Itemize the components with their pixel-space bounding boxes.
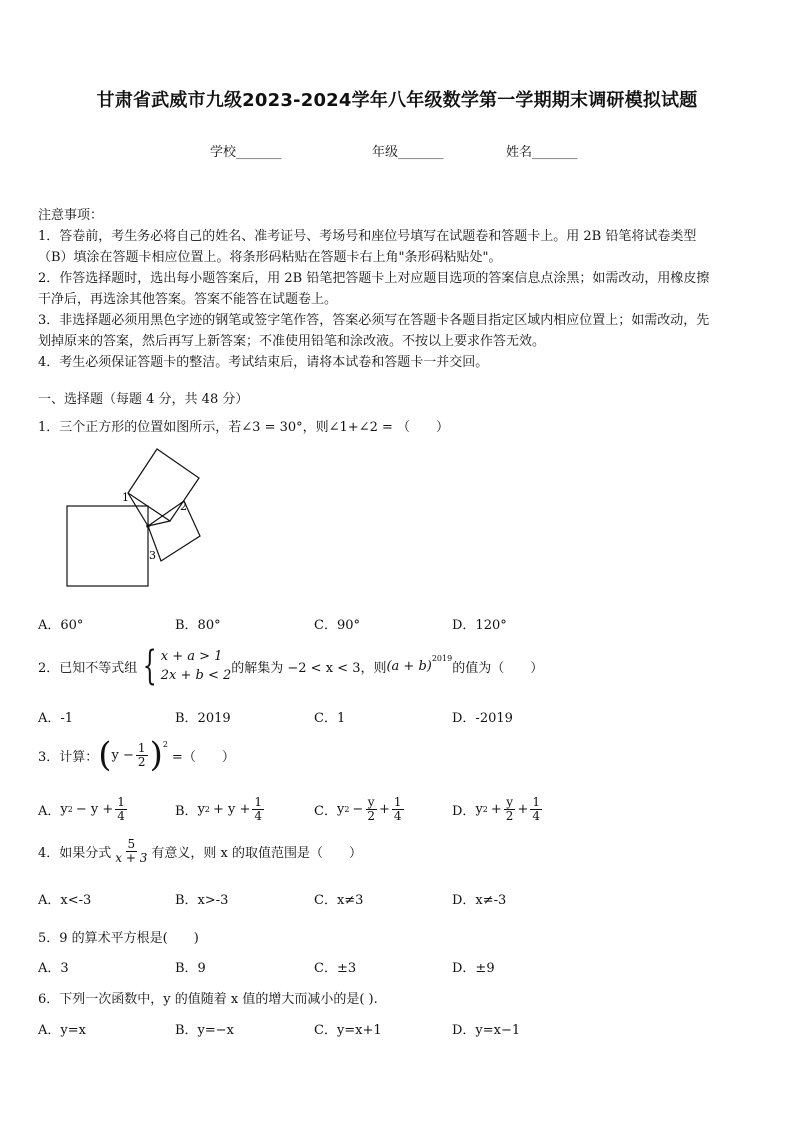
q4-fraction: $\frac{5}{x + 3}$ (115, 837, 148, 865)
connecting-edge (128, 493, 148, 526)
q1-option-c: C．90° (314, 618, 360, 633)
notice-line: 1．答卷前，考生务必将自己的姓名、准考证号、考场号和座位号填写在试题卷和答题卡上。用 2B 铅笔将试卷类型 (38, 229, 697, 244)
q2-option-c: C．1 (314, 711, 346, 726)
q1-option-b: B．80° (175, 618, 221, 633)
notice-line: 划掉原来的答案，然后再写上新答案；不准使用铅笔和涂改液。不按以上要求作答无效。 (38, 334, 546, 349)
q6-option-d: D．y=x−1 (452, 1023, 521, 1038)
q6-option-a: A．y=x (38, 1023, 86, 1038)
q3-y: y − (111, 747, 134, 763)
q3-option-b: B． y 2 + y + $\frac{1}{4}$ (175, 795, 263, 823)
q2-option-a: A．-1 (38, 711, 74, 726)
q1-option-a: A．60° (38, 618, 84, 633)
inequality-1: x + a > 1 (160, 648, 223, 664)
q3-option-a: A． y 2 − y + $\frac{1}{4}$ (38, 795, 125, 823)
question-5-text: 5．9 的算术平方根是( ) (38, 931, 199, 946)
notice-line: 4．考生必须保证答题卡的整洁。考试结束后，请将本试卷和答题卡一并交回。 (38, 355, 489, 370)
school-field: 学校_______ (210, 145, 282, 160)
q5-option-a: A．3 (38, 961, 69, 976)
q5-option-d: D．±9 (452, 961, 495, 976)
question-6-text: 6．下列一次函数中，y 的值随着 x 值的增大而减小的是( ). (38, 992, 378, 1007)
notice-heading: 注意事项： (38, 208, 104, 223)
vertex-dot (146, 524, 150, 528)
q5-option-c: C．±3 (314, 961, 357, 976)
squares-figure (60, 448, 210, 590)
q4-prefix: 4．如果分式 (38, 845, 112, 861)
question-4-text (38, 838, 362, 864)
notice-line: 干净后，再选涂其他答案。答案不能答在试题卷上。 (38, 292, 338, 307)
section-heading: 一、选择题（每题 4 分，共 48 分） (38, 392, 249, 407)
notice-line: （B）填涂在答题卡相应位置上。将条形码粘贴在答题卡右上角"条形码粘贴处"。 (38, 250, 502, 265)
inequality-2: 2x + b < 2 (160, 668, 232, 683)
q3-fraction: $\frac{1}{2}$ (137, 740, 146, 769)
inequality-system (137, 643, 232, 689)
q2-exponent: 2019 (431, 654, 453, 663)
q3-prefix: 3．计算： (38, 749, 99, 765)
grade-field: 年级_______ (372, 145, 444, 160)
q2-option-d: D．-2019 (452, 711, 513, 726)
q6-option-b: B．y=−x (175, 1023, 235, 1038)
question-3-text: 3．计算： ( y − $\frac{1}{2}$ ) $^2$ =（ ） (38, 735, 235, 775)
q1-option-d: D．120° (452, 618, 507, 633)
q4-option-b: B．x>-3 (175, 893, 229, 908)
q2-middle: 的解集为 −2 < x < 3，则 (231, 660, 387, 676)
question-2-text (38, 643, 544, 689)
exam-title: 甘肃省武威市九级2023-2024学年八年级数学第一学期期末调研模拟试题 (96, 90, 698, 111)
angle-3-label: 3 (149, 549, 156, 562)
q3-exponent: 2 (162, 740, 168, 749)
q2-expression: (a + b) (386, 658, 432, 674)
question-1-text: 1．三个正方形的位置如图所示，若∠3 = 30°，则∠1+∠2 = （ ） (38, 420, 450, 435)
q4-option-d: D．x≠-3 (452, 893, 507, 908)
q2-suffix: 的值为（ ） (452, 660, 544, 676)
name-field: 姓名_______ (506, 145, 578, 160)
angle-2-label: 2 (180, 500, 187, 513)
q2-option-b: B．2019 (175, 711, 231, 726)
q6-option-c: C．y=x+1 (314, 1023, 382, 1038)
q3-suffix: =（ ） (171, 749, 235, 765)
q4-option-c: C．x≠3 (314, 893, 364, 908)
notice-line: 3．非选择题必须用黑色字迹的钢笔或签字笔作答，答案必须写在答题卡各题目指定区域内相应位置上；如需改动，先 (38, 313, 710, 328)
q3-option-c: C． y 2 − $\frac{y}{2}$ + $\frac{1}{4}$ (314, 795, 402, 823)
q3-option-d: D． y 2 + $\frac{y}{2}$ + $\frac{1}{4}$ (452, 795, 540, 823)
q4-suffix: 有意义，则 x 的取值范围是（ ） (151, 845, 362, 861)
brace-symbol: { (143, 643, 158, 689)
angle-1-label: 1 (122, 491, 129, 504)
q2-prefix: 2．已知不等式组 (38, 660, 138, 676)
notice-line: 2．作答选择题时，选出每小题答案后，用 2B 铅笔把答题卡上对应题目选项的答案信息点涂黑；如需改动，用橡皮擦 (38, 271, 710, 286)
large-square (67, 506, 148, 586)
q4-option-a: A．x<-3 (38, 893, 92, 908)
q5-option-b: B．9 (175, 961, 206, 976)
